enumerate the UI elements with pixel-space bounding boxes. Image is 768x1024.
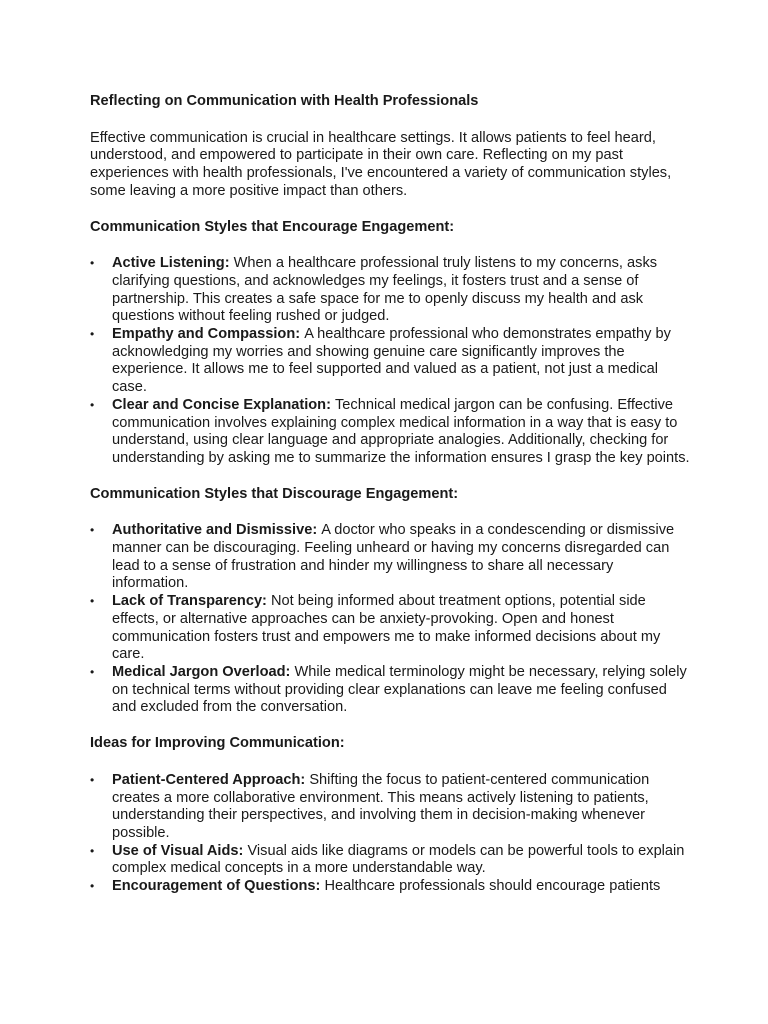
item-text: Technical medical jargon can be confusing. Effective communication involves explaining complex medical information in a way that is easy to understand, using clear language and appropriate analogies. Additionally, checking for understanding by asking me to summarize the information ensures I grasp the key points. [112,396,690,466]
item-label: Encouragement of Questions: [112,878,325,895]
encourage-list [90,255,690,467]
item-text: Visual aids like diagrams or models can be powerful tools to explain complex medical concepts in a more understandable way. [112,842,685,877]
item-label: Authoritative and Dismissive: [112,522,322,539]
list-item [90,326,690,397]
list-item [90,772,690,843]
list-item [90,397,690,468]
document-page [90,93,690,914]
intro-paragraph: Effective communication is crucial in healthcare settings. It allows patients to feel heard, understood, and empowered to participate in their own care. Reflecting on my past experiences with health professionals, I've encountered a variety of communication styles, some leaving a more positive impact than others. [90,129,672,199]
item-text: When a healthcare professional truly listens to my concerns, asks clarifying questions, and acknowledges my feelings, it fosters trust and a sense of partnership. This creates a safe space for me to openly discuss my health and ask questions without feeling rushed or judged. [112,255,658,325]
improving-list [90,772,690,896]
item-label: Active Listening: [112,255,234,272]
list-item [90,255,690,326]
section-heading-encourage: Communication Styles that Encourage Engagement: [90,218,455,235]
discourage-list [90,522,690,717]
item-text: While medical terminology might be necessary, relying solely on technical terms without providing clear explanations can leave me feeling confused and excluded from the conversation. [112,663,687,716]
section-heading-discourage: Communication Styles that Discourage Engagement: [90,485,459,502]
item-label: Lack of Transparency: [112,593,271,610]
item-label: Patient-Centered Approach: [112,771,310,788]
item-text: Not being informed about treatment options, potential side effects, or alternative approaches can be anxiety-provoking. Open and honest communication fosters trust and empowers me to make informed decisions about my care. [112,593,661,663]
list-item [90,664,690,717]
list-item [90,593,690,664]
item-text: Healthcare professionals should encourage patients [324,878,661,895]
item-label: Use of Visual Aids: [112,842,248,859]
item-label: Clear and Concise Explanation: [112,396,336,413]
item-text: Shifting the focus to patient-centered communication creates a more collaborative environment. This means actively listening to patients, understanding their perspectives, and involving them in decision-making whenever possible. [112,771,650,841]
document-title: Reflecting on Communication with Health Professionals [90,93,479,109]
bullet-icon [90,878,100,896]
item-text: A doctor who speaks in a condescending or dismissive manner can be discouraging. Feeling unheard or having my concerns disregarded can lead to a sense of frustration and hinder my willingness to share all necessary information. [112,522,675,592]
bullet-icon [90,664,100,682]
item-text: A healthcare professional who demonstrates empathy by acknowledging my worries and showing genuine care significantly improves the experience. It allows me to feel supported and valued as a patient, not just a medical case. [112,326,671,396]
bullet-icon [90,843,100,861]
bullet-icon [90,522,100,540]
bullet-icon [90,255,100,273]
bullet-icon [90,772,100,790]
list-item [90,522,690,593]
bullet-icon [90,593,100,611]
item-label: Medical Jargon Overload: [112,663,295,680]
bullet-icon [90,397,100,415]
bullet-icon [90,326,100,344]
section-heading-improving: Ideas for Improving Communication: [90,735,345,752]
item-label: Empathy and Compassion: [112,326,305,343]
list-item [90,878,690,896]
list-item [90,843,690,878]
